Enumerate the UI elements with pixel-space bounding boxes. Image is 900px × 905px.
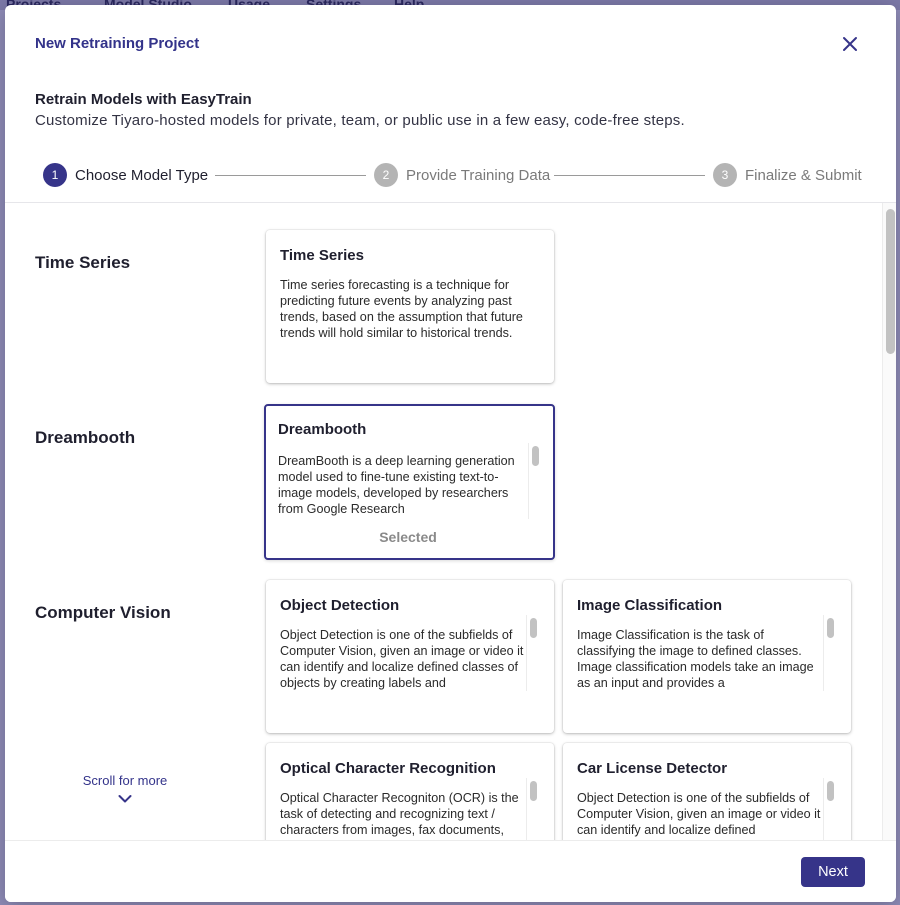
category-label-computer-vision: Computer Vision bbox=[35, 603, 171, 622]
modal-footer bbox=[5, 840, 896, 902]
step-label: Choose Model Type bbox=[75, 166, 209, 184]
step-choose-model-type bbox=[43, 163, 208, 187]
step-number: 1 bbox=[43, 163, 67, 187]
intro-subtitle: Customize Tiyaro-hosted models for private, team, or public use in a few easy, code-free steps. bbox=[35, 112, 685, 129]
card-title: Car License Detector bbox=[577, 760, 728, 777]
retraining-modal bbox=[5, 5, 896, 902]
category-label-dreambooth: Dreambooth bbox=[35, 428, 136, 447]
step-number: 2 bbox=[374, 163, 398, 187]
scroll-for-more-label: Scroll for more bbox=[82, 773, 168, 788]
modal-header bbox=[5, 5, 896, 85]
card-title: Time Series bbox=[280, 247, 364, 264]
close-button[interactable] bbox=[838, 32, 862, 56]
model-card-dreambooth[interactable] bbox=[264, 404, 555, 560]
card-scrollbar[interactable] bbox=[528, 443, 542, 519]
close-icon bbox=[838, 32, 862, 56]
model-card-car-license-detector[interactable] bbox=[563, 743, 851, 840]
scroll-for-more[interactable] bbox=[75, 773, 175, 804]
card-description: Optical Character Recogniton (OCR) is the task of detecting and recognizing text / characters from images, fax documents, bbox=[280, 791, 519, 837]
step-label: Finalize & Submit bbox=[745, 166, 862, 184]
card-title: Image Classification bbox=[577, 597, 723, 614]
card-description: DreamBooth is a deep learning generation model used to fine-tune existing text-to-image models, developed by researchers from Google Research bbox=[278, 454, 515, 516]
card-description: Time series forecasting is a technique for predicting future events by analyzing past trends, based on the assumption that future trends will hold similar to historical trends. bbox=[280, 278, 523, 340]
card-title: Object Detection bbox=[280, 597, 400, 614]
step-connector bbox=[554, 175, 705, 176]
model-card-image-classification[interactable] bbox=[563, 580, 851, 733]
selected-status: Selected bbox=[379, 529, 437, 545]
card-scrollbar[interactable] bbox=[526, 615, 540, 691]
category-label-time-series: Time Series bbox=[35, 253, 131, 272]
card-description: Image Classification is the task of classifying the image to defined classes. Image classification models take an image as an input and provides a bbox=[577, 628, 814, 690]
card-title: Dreambooth bbox=[278, 421, 367, 438]
model-card-time-series[interactable] bbox=[266, 230, 554, 383]
model-card-object-detection[interactable] bbox=[266, 580, 554, 733]
step-finalize-submit bbox=[713, 163, 862, 187]
step-label: Provide Training Data bbox=[406, 166, 551, 184]
card-scrollbar[interactable] bbox=[823, 778, 837, 840]
card-description: Object Detection is one of the subfields of Computer Vision, given an image or video it can identify and localize defined bbox=[577, 791, 821, 837]
next-button[interactable]: Next bbox=[801, 857, 865, 887]
step-connector bbox=[215, 175, 366, 176]
content-scrollbar-thumb[interactable] bbox=[886, 209, 895, 354]
chevron-down-icon bbox=[118, 794, 132, 804]
step-provide-training-data bbox=[374, 163, 550, 187]
content-scrollbar[interactable] bbox=[882, 203, 896, 840]
model-card-ocr[interactable] bbox=[266, 743, 554, 840]
model-type-list[interactable] bbox=[5, 203, 896, 840]
card-scrollbar[interactable] bbox=[823, 615, 837, 691]
step-number: 3 bbox=[713, 163, 737, 187]
stepper bbox=[5, 160, 896, 194]
card-description: Object Detection is one of the subfields of Computer Vision, given an image or video it can identify and localize defined classes of objects by creating labels and bbox=[280, 628, 524, 690]
modal-title: New Retraining Project bbox=[35, 35, 200, 52]
intro-title: Retrain Models with EasyTrain bbox=[35, 91, 252, 108]
card-title: Optical Character Recognition bbox=[280, 760, 496, 777]
card-scrollbar[interactable] bbox=[526, 778, 540, 840]
